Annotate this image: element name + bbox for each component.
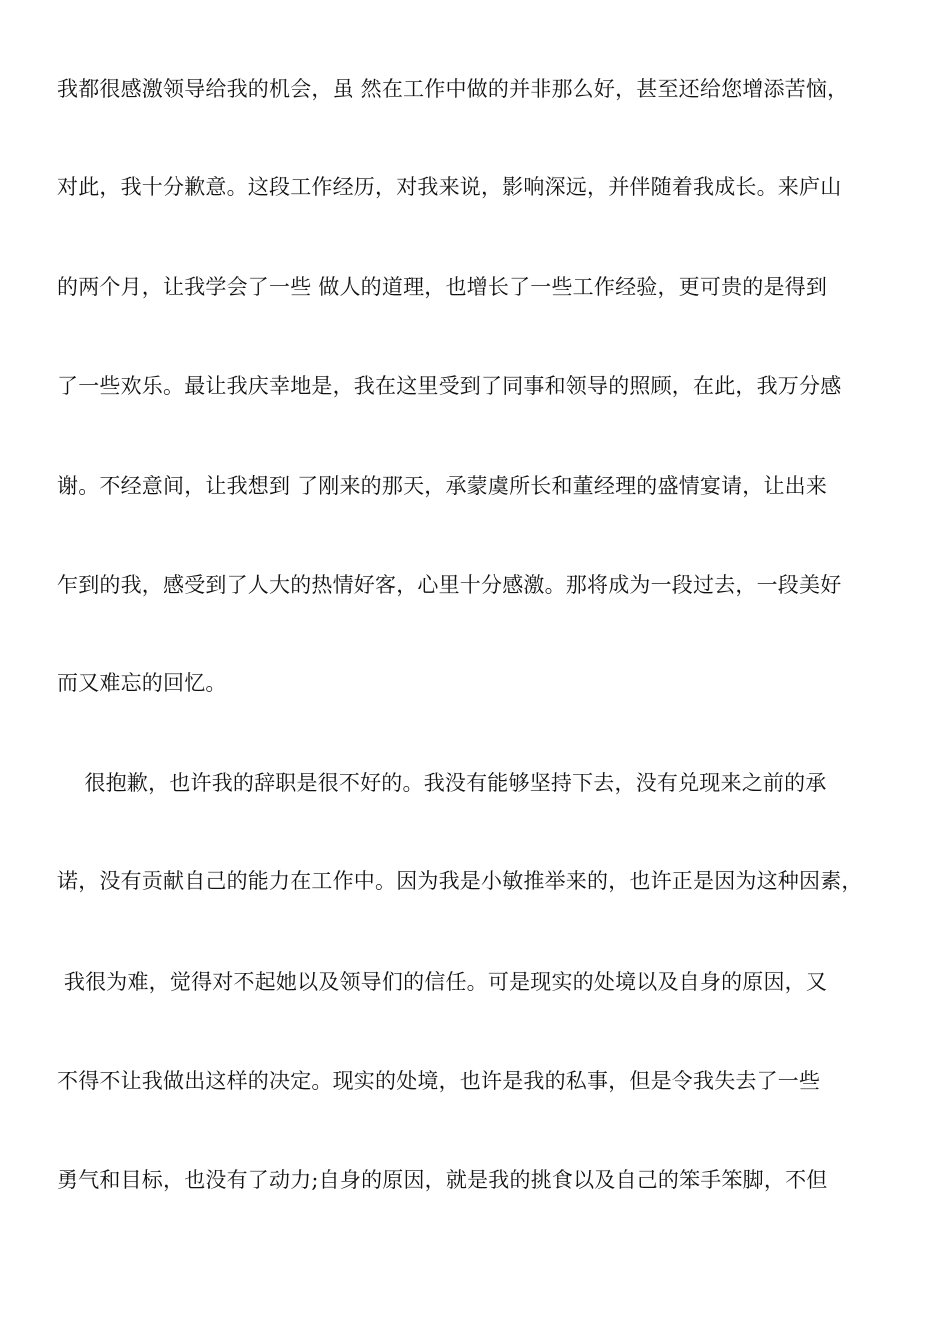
text-line: 乍到的我，感受到了人大的热情好客，心里十分感激。那将成为一段过去，一段美好 [57, 573, 842, 597]
text-line: 对此，我十分歉意。这段工作经历，对我来说，影响深远，并伴随着我成长。来庐山 [57, 175, 842, 199]
text-line: 诺，没有贡献自己的能力在工作中。因为我是小敏推举来的，也许正是因为这种因素， [57, 869, 863, 893]
text-line: 很抱歉，也许我的辞职是很不好的。我没有能够坚持下去，没有兑现来之前的承 [57, 771, 827, 795]
text-line: 的两个月，让我学会了一些 做人的道理，也增长了一些工作经验，更可贵的是得到 [57, 275, 828, 299]
text-line: 而又难忘的回忆。 [57, 671, 227, 695]
text-line: 我很为难，觉得对不起她以及领导们的信任。可是现实的处境以及自身的原因，又 [57, 970, 828, 994]
text-line: 谢。不经意间，让我想到 了刚来的那天，承蒙虞所长和董经理的盛情宴请，让出来 [57, 474, 828, 498]
text-line: 勇气和目标，也没有了动力;自身的原因，就是我的挑食以及自己的笨手笨脚，不但 [57, 1168, 828, 1192]
text-line: 我都很感激领导给我的机会，虽 然在工作中做的并非那么好，甚至还给您增添苦恼， [57, 77, 849, 101]
text-line: 了一些欢乐。最让我庆幸地是，我在这里受到了同事和领导的照顾，在此，我万分感 [57, 374, 842, 398]
text-line: 不得不让我做出这样的决定。现实的处境，也许是我的私事，但是令我失去了一些 [57, 1069, 821, 1093]
